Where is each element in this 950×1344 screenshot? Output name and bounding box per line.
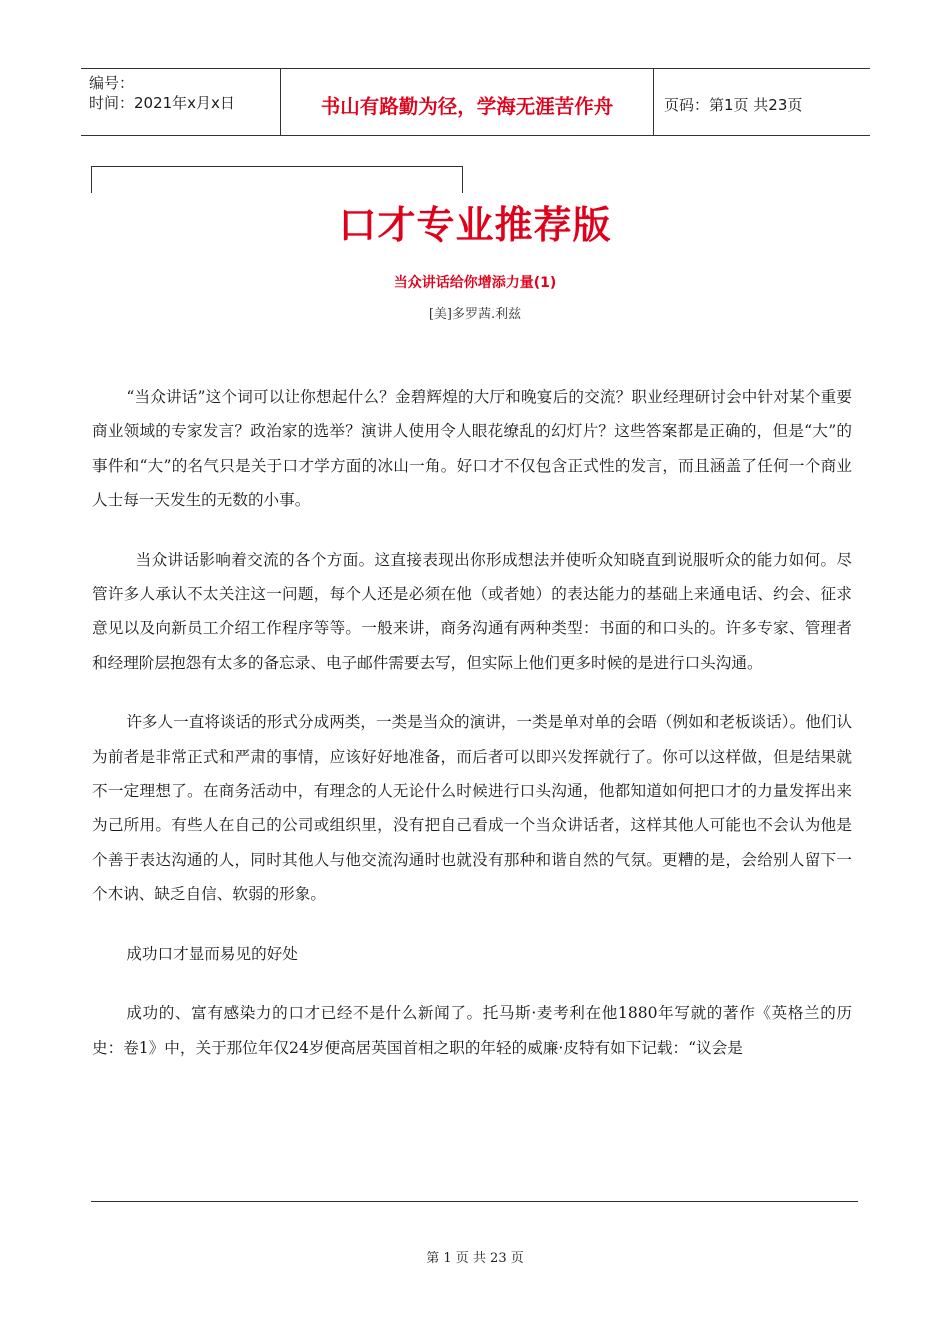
header-page-cell	[654, 69, 870, 135]
document-author: [美]多罗茜.利兹	[428, 307, 522, 322]
document-title: 口才专业推荐版	[338, 203, 612, 247]
paragraph: “当众讲话”这个词可以让你想起什么？金碧辉煌的大厅和晚宴后的交流？职业经理研讨会中针对某个重要商业领域的专家发言？政治家的选举？演讲人使用令人眼花缭乱的幻灯片？这些答案都是正确的，但是“大”的事件和“大”的名气只是关于口才学方面的冰山一角。好口才不仅包含正式性的发言，而且涵盖了任何一个商业人士每一天发生的无数的小事。	[92, 388, 852, 510]
body-text	[92, 380, 852, 1090]
time-label: 时间：2021年x月x日	[89, 94, 235, 112]
header-meta-cell	[81, 69, 281, 135]
motto-text: 书山有路勤为径，学海无涯苦作舟	[320, 95, 614, 118]
bottom-rule	[91, 1201, 858, 1202]
page-label: 页码：第1页 共23页	[664, 95, 803, 114]
paragraph: 当众讲话影响着交流的各个方面。这直接表现出你形成想法并使听众知晓直到说服听众的能力如何。尽管许多人承认不太关注这一问题，每个人还是必须在他（或者她）的表达能力的基础上来通电话、约会、征求意见以及向新员工介绍工作程序等等。一般来讲，商务沟通有两种类型：书面的和口头的。许多专家、管理者和经理阶层抱怨有太多的备忘录、电子邮件需要去写，但实际上他们更多时候的是进行口头沟通。	[92, 550, 852, 672]
paragraph: 成功的、富有感染力的口才已经不是什么新闻了。托马斯·麦考利在他1880年写就的著作《英格兰的历史：卷1》中，关于那位年仅24岁便高居英国首相之职的年轻的威廉·皮特有如下记载：“议会是	[92, 1004, 852, 1057]
document-subtitle: 当众讲话给你增添力量(1)	[393, 275, 557, 291]
number-label: 编号：	[89, 74, 135, 92]
section-heading: 成功口才显而易见的好处	[126, 944, 298, 963]
header-motto-cell	[281, 69, 654, 135]
paragraph: 许多人一直将谈话的形式分成两类，一类是当众的演讲，一类是单对单的会晤（例如和老板谈话）。他们认为前者是非常正式和严肃的事情，应该好好地准备，而后者可以即兴发挥就行了。你可以这样做，但是结果就不一定理想了。在商务活动中，有理念的人无论什么时候进行口头沟通，他都知道如何把口才的力量发挥出来为己所用。有些人在自己的公司或组织里，没有把自己看成一个当众讲话者，这样其他人可能也不会认为他是个善于表达沟通的人，同时其他人与他交流沟通时也就没有那种和谐自然的气氛。更糟的是，会给别人留下一个木讷、缺乏自信、软弱的形象。	[92, 713, 852, 904]
decorative-bracket	[91, 166, 463, 193]
header-table	[81, 68, 870, 136]
page-footer: 第 1 页 共 23 页	[426, 1251, 524, 1266]
